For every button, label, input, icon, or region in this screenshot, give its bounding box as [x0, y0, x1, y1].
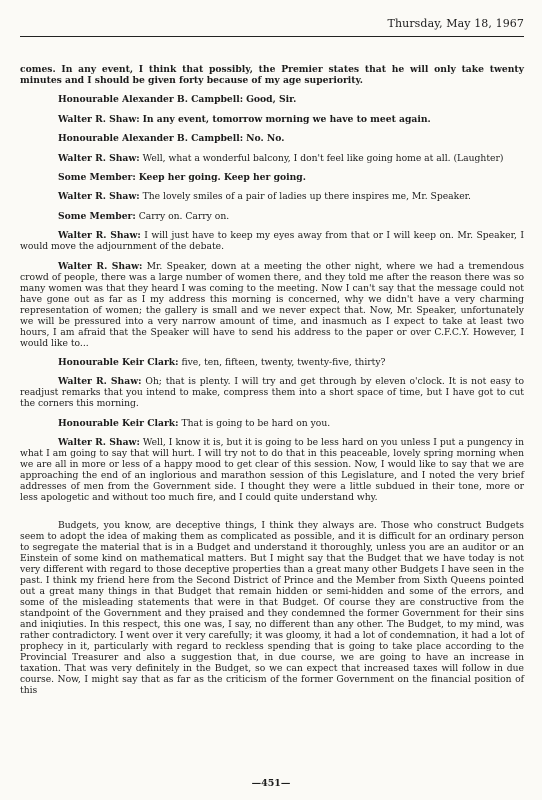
paragraph-text: Oh; that is plenty. I will try and get through by eleven o'clock. It is not easy to readjust remarks that you intend to make, compress them into a short space of time, but I have got to cut the corners this morning. — [20, 376, 525, 410]
paragraph-text: The lovely smiles of a pair of ladies up there inspires me, Mr. Speaker. — [142, 191, 471, 203]
speaker-name: Walter R. Shaw: — [58, 152, 140, 164]
speaker-name: Some Member: — [58, 171, 136, 183]
paragraph — [20, 114, 524, 125]
paragraph-text: Carry on. Carry on. — [138, 210, 230, 222]
speaker-name: Walter R. Shaw: — [58, 191, 140, 203]
paragraph — [20, 172, 524, 183]
paragraph-text: Well, what a wonderful balcony, I don't feel like going home at all. (Laughter) — [142, 152, 504, 164]
paragraph — [20, 191, 524, 202]
paragraph — [20, 418, 524, 429]
speaker-name: Walter R. Shaw: — [58, 376, 142, 388]
paragraph — [20, 376, 524, 409]
paragraph-text: Mr. Speaker, down at a meeting the other night, where we had a tremendous crowd of people, there was a large number of women there, and they told me after the reason there was so many women was that they heard I was coming to the meeting. Now I can't say that the message could not have gone out as far as I my address this morning is concerned, why we didn't have a very charming representation of women; the gallery is small and we never expect that. Now, Mr. Speaker, unfortunately we will be pressured into a very narrow amount of time, and inasmuch as I expect to take at least two hours, I am afraid that the Speaker will have to send his address to the paper or over C.F.C.Y. However, I would like to... — [20, 260, 524, 349]
paragraph-text: Good, Sir. — [246, 94, 297, 106]
paragraph — [20, 261, 524, 349]
paragraph — [20, 211, 524, 222]
speaker-name: Walter R. Shaw: — [58, 437, 140, 449]
paragraph — [20, 153, 524, 164]
speaker-name: Walter R. Shaw: — [58, 113, 140, 125]
paragraph-text: That is going to be hard on you. — [181, 417, 331, 429]
paragraph — [20, 230, 524, 252]
paragraph-text: I will just have to keep my eyes away from that or I will keep on. Mr. Speaker, I would move the adjournment of the debate. — [20, 230, 524, 253]
paragraph-text: comes. In any event, I think that possibly, the Premier states that he will only take twenty minutes and I should be given forty because of my age superiority. — [20, 64, 524, 86]
paragraph-text: No. No. — [246, 133, 285, 145]
paragraph-text: Budgets, you know, are deceptive things, I think they always are. Those who construct Budgets seem to adopt the idea of making them as complicated as possible, and it is difficult for an ordinary person to segregate the material that is in a Budget and understand it thoroughly, unless you are an auditor or an Einstein of some kind on mathematical matters. But I might say that the Budget that we have today is not very different with regard to those deceptive properties than a great many other Budgets I have seen in the past. I think my friend here from the Second District of Prince and the Member from Sixth Queens pointed out a great many things in that Budget that remain hidden or semi-hidden and some of the errors, and some of the misleading statements that were in that Budget. Of course they are constructive from the standpoint of the Government and they praised and they condemned the former Government for their sins and iniqiuties. In this respect, this one was, I say, no different than any other. The Budget, to my mind, was rather contradictory. I went over it very carefully; it was gloomy, it had a lot of condemnation, it had a lot of prophecy in it, particularly with regard to reckless spending that is going to take place according to the Provincial Treasurer and also a suggestion that, in due course, we are going to have an increase in taxation. That was very definitely in the Budget, so we can expect that increased taxes will follow in due course. Now, I might say that as far as the criticism of the former Government on the financial position of this — [20, 520, 524, 697]
speaker-name: Honourable Alexander B. Campbell: — [58, 94, 244, 106]
transcript-body — [20, 64, 524, 705]
header-date: Thursday, May 18, 1967 — [387, 17, 524, 30]
paragraph — [20, 437, 524, 503]
paragraph — [20, 133, 524, 144]
paragraph-text: five, ten, fifteen, twenty, twenty-five, thirty? — [181, 356, 386, 368]
page-number: —451— — [251, 778, 291, 789]
speaker-name: Walter R. Shaw: — [58, 260, 143, 272]
paragraph-text: In any event, tomorrow morning we have to meet again. — [142, 113, 431, 125]
speaker-name: Honourable Keir Clark: — [58, 356, 179, 368]
speaker-name: Walter R. Shaw: — [58, 230, 141, 242]
speaker-name: Honourable Keir Clark: — [58, 417, 179, 429]
page-header — [20, 16, 524, 37]
speaker-name: Honourable Alexander B. Campbell: — [58, 133, 244, 145]
paragraph — [20, 520, 524, 696]
paragraph-text: Well, I know it is, but it is going to be less hard on you unless I put a pungency in what I am going to say that will hurt. I will try not to do that in this peaceable, lovely spring morning when we are all in more or less of a happy mood to get clear of this session. Now, I would like to say that we are approaching the end of an inglorious and marathon session of this Legislature, and I noted the very brief addresses of men from the Government side. I thought they were a little subdued in their tone, more or less apologetic and without too much fire, and I could quite understand why. — [20, 437, 524, 504]
speaker-name: Some Member: — [58, 210, 136, 222]
paragraph-text: Keep her going. Keep her going. — [138, 171, 306, 183]
paragraph — [20, 94, 524, 105]
paragraph — [20, 357, 524, 368]
paragraph — [20, 64, 524, 86]
